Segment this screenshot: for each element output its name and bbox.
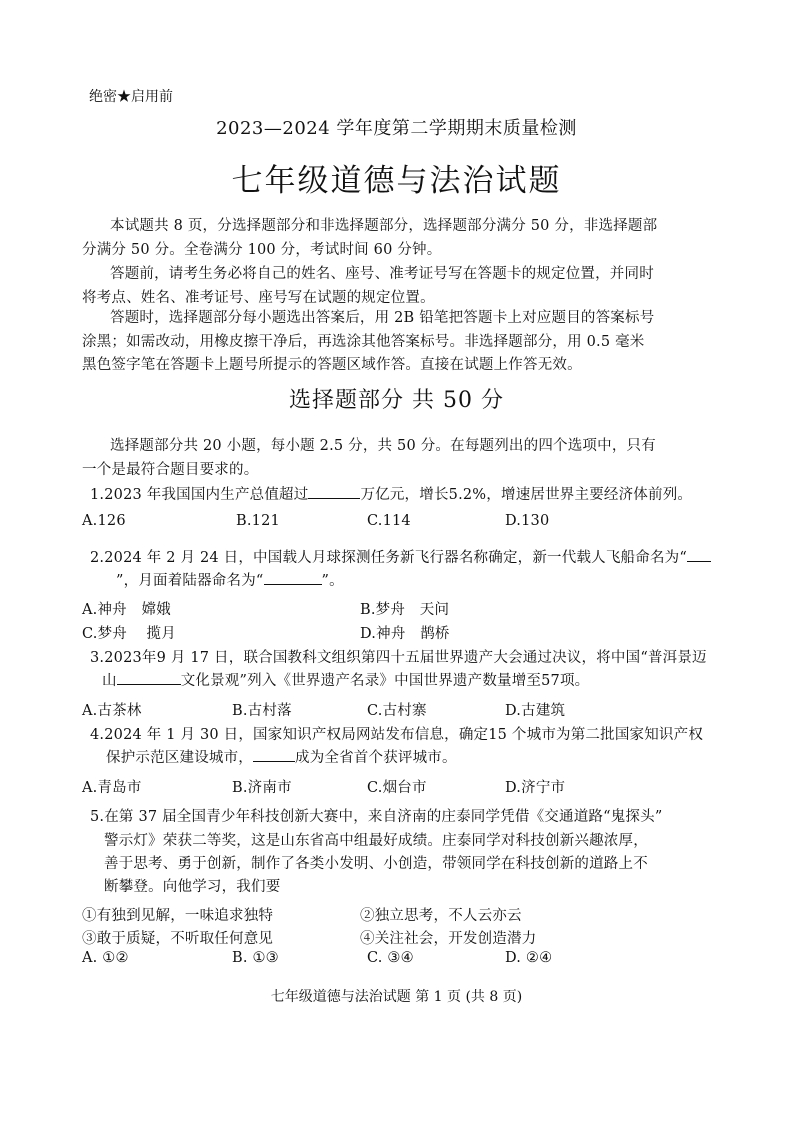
question-2-option-b: B.梦舟 天问 xyxy=(360,602,450,618)
question-4-option-a: A.青岛市 xyxy=(82,780,142,796)
question-3-stem-line1: 3.2023年9 月 17 日，联合国教科文组织第四十五届世界遗产大会通过决议，将中国“普洱景迈 xyxy=(90,650,707,666)
question-2-option-c: C.梦舟 揽月 xyxy=(82,626,176,642)
question-2-stem-line2-end: ”。 xyxy=(321,573,344,589)
question-5-option-b: B. ①③ xyxy=(232,950,279,966)
instructions-p2-line1: 答题前，请考生务必将自己的姓名、座号、准考证号写在答题卡的规定位置，并同时 xyxy=(110,266,654,282)
question-2-option-d: D.神舟 鹊桥 xyxy=(360,626,450,642)
question-3-stem-line2 xyxy=(102,669,589,690)
question-5-stem-line2: 警示灯》荣获二等奖，这是山东省高中组最好成绩。庄泰同学对科技创新兴趣浓厚， xyxy=(104,833,648,849)
instructions-p3-line3: 黑色签字笔在答题卡上题号所提示的答题区域作答。直接在试题上作答无效。 xyxy=(82,357,582,373)
instructions-p3-line2: 涂黑；如需改动，用橡皮擦干净后，再选涂其他答案标号。非选择题部分，用 0.5 毫米 xyxy=(82,334,645,350)
question-5-statement-4: ④关注社会，开发创造潜力 xyxy=(360,931,537,947)
question-4-stem-line2-start: 保护示范区建设城市， xyxy=(106,750,253,766)
section-intro-line1: 选择题部分共 20 小题，每小题 2.5 分，共 50 分。在每题列出的四个选项中，只有 xyxy=(110,438,656,454)
section-title: 选择题部分 共 50 分 xyxy=(289,388,504,413)
question-3-option-c: C.古村寨 xyxy=(367,703,427,719)
question-4-option-c: C.烟台市 xyxy=(367,780,427,796)
instructions-p1-line1: 本试题共 8 页，分选择题部分和非选择题部分，选择题部分满分 50 分，非选择题部 xyxy=(110,218,658,234)
question-1-option-d: D.130 xyxy=(505,513,550,529)
question-1-stem-start: 1.2023 年我国国内生产总值超过 xyxy=(90,487,309,503)
question-5-option-d: D. ②④ xyxy=(505,950,553,966)
question-5-statement-1: ①有独到见解，一味追求独特 xyxy=(82,908,274,924)
question-5-stem-line4: 断攀登。向他学习，我们要 xyxy=(104,879,281,895)
question-4-stem-line2 xyxy=(106,746,457,767)
question-2-option-a: A.神舟 嫦娥 xyxy=(82,602,171,618)
instructions-p1-line2: 分满分 50 分。全卷满分 100 分，考试时间 60 分钟。 xyxy=(82,242,442,258)
question-1-option-c: C.114 xyxy=(367,513,411,529)
question-5-option-a: A. ①② xyxy=(82,950,129,966)
instructions-p3-line1: 答题时，选择题部分每小题选出答案后，用 2B 铅笔把答题卡上对应题目的答案标号 xyxy=(110,310,655,326)
question-1-stem-end: 万亿元，增长5.2%，增速居世界主要经济体前列。 xyxy=(360,487,693,503)
answer-blank xyxy=(117,671,181,685)
answer-blank xyxy=(264,571,322,585)
question-3-stem-line2-end: 文化景观”列入《世界遗产名录》中国世界遗产数量增至57项。 xyxy=(180,673,590,689)
question-2-stem-line2-start: ”，月面着陆器命名为“ xyxy=(116,573,264,589)
answer-blank xyxy=(687,548,711,562)
question-4-option-d: D.济宁市 xyxy=(505,780,566,796)
question-5-stem-line1: 5.在第 37 届全国青少年科技创新大赛中，来自济南的庄泰同学凭借《交通道路“鬼探头” xyxy=(90,809,663,825)
section-intro-line2: 一个是最符合题目要求的。 xyxy=(82,462,259,478)
question-1-option-a: A.126 xyxy=(82,513,126,529)
exam-subtitle: 2023—2024 学年度第二学期期末质量检测 xyxy=(216,118,577,139)
question-4-stem-line2-end: 成为全省首个获评城市。 xyxy=(295,750,457,766)
question-5-statement-2: ②独立思考，不人云亦云 xyxy=(360,908,522,924)
answer-blank xyxy=(253,748,295,762)
question-3-stem-line2-start: 山 xyxy=(102,673,117,689)
question-2-stem-line2 xyxy=(116,569,344,590)
question-2-stem-line1 xyxy=(90,546,711,567)
question-3-option-b: B.古村落 xyxy=(232,703,292,719)
question-5-stem-line3: 善于思考、勇于创新，制作了各类小发明、小创造，带领同学在科技创新的道路上不 xyxy=(104,856,648,872)
question-5-statement-3: ③敢于质疑，不听取任何意见 xyxy=(82,931,274,947)
question-4-stem-line1: 4.2024 年 1 月 30 日，国家知识产权局网站发布信息，确定15 个城市为第二批国家知识产权 xyxy=(90,727,704,743)
answer-blank xyxy=(308,485,360,499)
page-title: 七年级道德与法治试题 xyxy=(231,163,562,199)
question-4-option-b: B.济南市 xyxy=(232,780,292,796)
question-2-stem-line1-text: 2.2024 年 2 月 24 日，中国载人月球探测任务新飞行器名称确定，新一代载人飞船命名为“ xyxy=(90,550,687,566)
question-3-option-a: A.古茶林 xyxy=(82,703,142,719)
instructions-p2-line2: 将考点、姓名、准考证号、座号写在试题的规定位置。 xyxy=(82,290,435,306)
question-3-option-d: D.古建筑 xyxy=(505,703,566,719)
question-1-option-b: B.121 xyxy=(236,513,280,529)
question-1-stem xyxy=(90,483,692,504)
question-5-option-c: C. ③④ xyxy=(367,950,414,966)
page-footer: 七年级道德与法治试题 第 1 页 (共 8 页) xyxy=(270,989,523,1005)
confidential-label: 绝密★启用前 xyxy=(89,89,173,105)
